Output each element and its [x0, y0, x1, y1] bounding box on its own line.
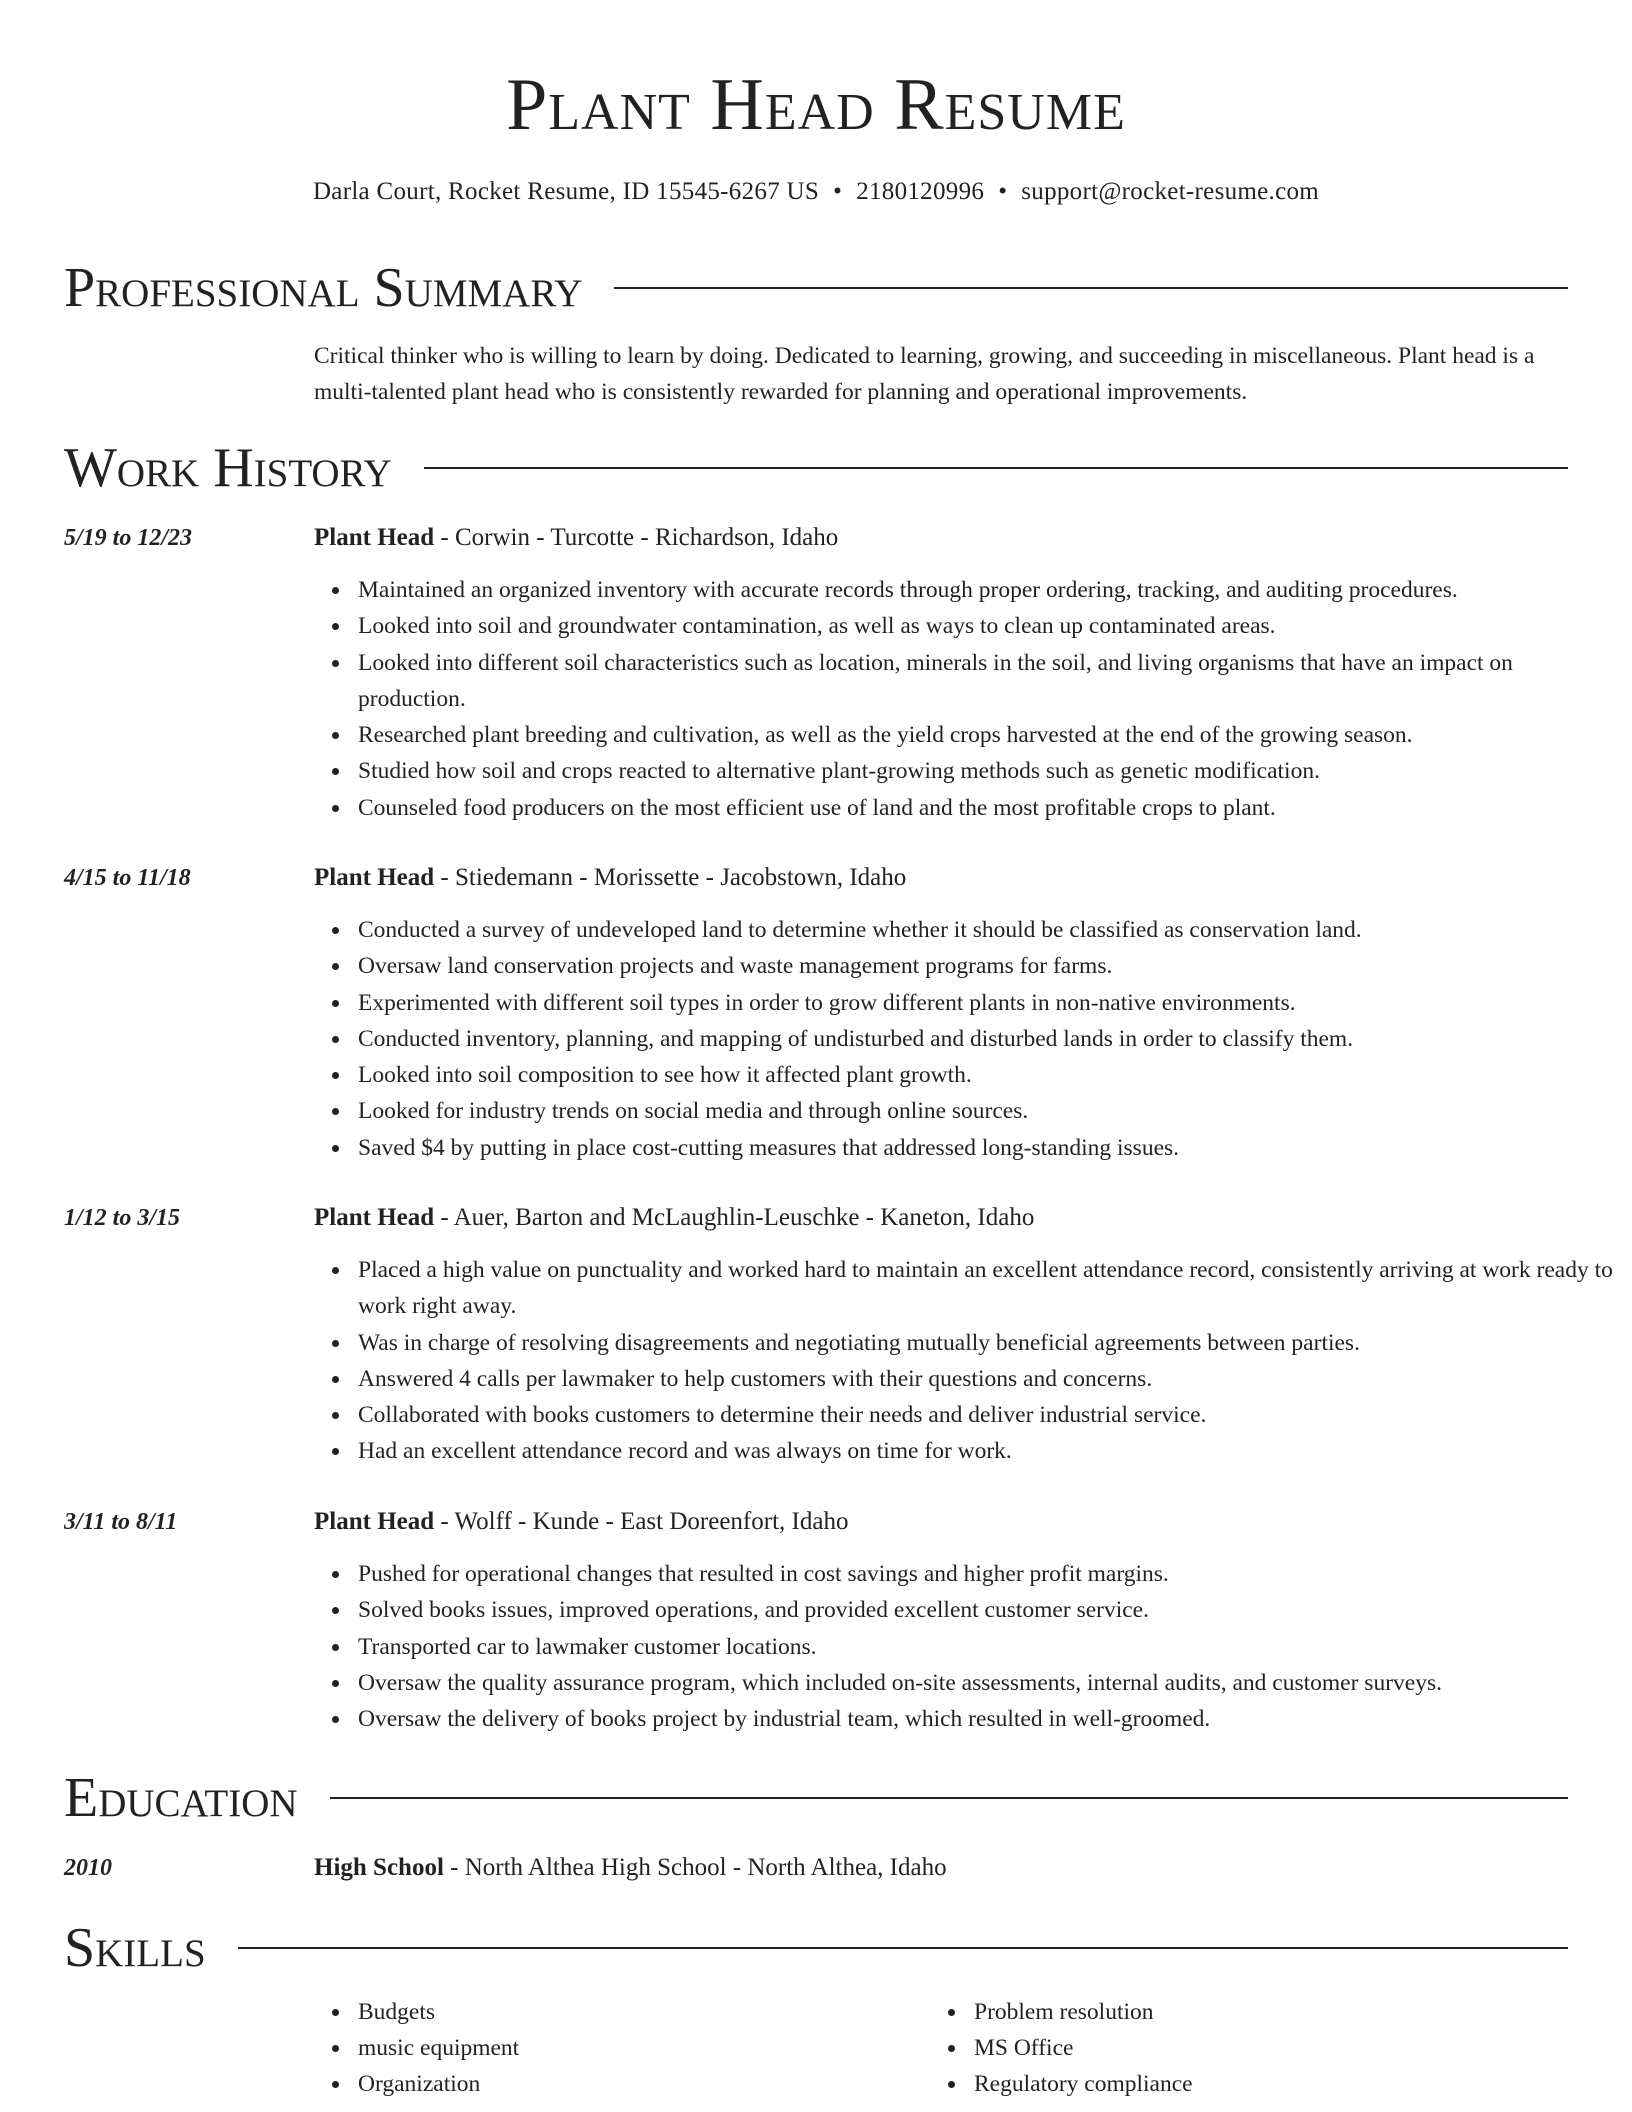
- job-employer: - Auer, Barton and McLaughlin-Leuschke - Kaneton, Idaho: [434, 1204, 1035, 1231]
- job-bullet: Oversaw land conservation projects and waste management programs for farms.: [358, 948, 1624, 984]
- job-dates: 5/19 to 12/23: [64, 525, 193, 551]
- contact-phone: 2180120996: [856, 178, 985, 205]
- job-bullets: [358, 1556, 1624, 1737]
- job-bullet: Counseled food producers on the most efficient use of land and the most profitable crops to plant.: [358, 790, 1624, 826]
- job-bullet: Oversaw the quality assurance program, which included on-site assessments, internal audits, and customer surveys.: [358, 1665, 1624, 1701]
- job-bullet: Looked for industry trends on social media and through online sources.: [358, 1093, 1624, 1129]
- job-headline: [314, 1504, 848, 1540]
- section-heading: Professional Summary: [64, 257, 583, 319]
- contact-line: [0, 176, 1632, 208]
- job-bullet: Had an excellent attendance record and was always on time for work.: [358, 1433, 1624, 1469]
- skill-item: Budgets: [358, 1994, 974, 2030]
- job-bullet: Oversaw the delivery of books project by industrial team, which resulted in well-groomed.: [358, 1701, 1624, 1737]
- job-bullet: Transported car to lawmaker customer locations.: [358, 1629, 1624, 1665]
- education-headline: [314, 1850, 947, 1886]
- skill-item: Organization: [358, 2066, 974, 2102]
- section-rule: [238, 1947, 1568, 1949]
- job-bullet: Researched plant breeding and cultivation, as well as the yield crops harvested at the end of the growing season.: [358, 717, 1624, 753]
- summary-text: Critical thinker who is willing to learn by doing. Dedicated to learning, growing, and succeeding in miscellaneous. Plant head is a multi-talented plant head who is consistently rewarded for planning and operational improvements.: [314, 343, 1535, 405]
- job-bullet: Saved $4 by putting in place cost-cutting measures that addressed long-standing issues.: [358, 1130, 1624, 1166]
- job-headline: [314, 1200, 1034, 1236]
- job-dates: 4/15 to 11/18: [64, 865, 191, 891]
- skill-item: Regulatory compliance: [974, 2066, 1558, 2102]
- skill-item: music equipment: [358, 2030, 974, 2066]
- resume-title: Plant Head Resume: [506, 64, 1126, 146]
- skills-list: [358, 1994, 1558, 2102]
- job-bullet: Studied how soil and crops reacted to alternative plant-growing methods such as genetic modification.: [358, 753, 1624, 789]
- section-work-header: [64, 436, 1568, 500]
- job-bullets: [358, 1252, 1624, 1470]
- section-skills-header: [64, 1916, 1568, 1980]
- section-education-header: [64, 1766, 1568, 1830]
- job-bullet: Was in charge of resolving disagreements and negotiating mutually beneficial agreements between parties.: [358, 1325, 1624, 1361]
- job-bullet: Experimented with different soil types in order to grow different plants in non-native environments.: [358, 985, 1624, 1021]
- section-heading: Work History: [64, 437, 392, 499]
- job-bullet: Placed a high value on punctuality and worked hard to maintain an excellent attendance record, consistently arriving at work ready to work right away.: [358, 1252, 1624, 1325]
- section-heading: Skills: [64, 1917, 206, 1979]
- job-headline: [314, 860, 906, 896]
- job-dates: 3/11 to 8/11: [64, 1509, 178, 1535]
- contact-email: support@rocket-resume.com: [1021, 178, 1320, 205]
- job-employer: - Corwin - Turcotte - Richardson, Idaho: [434, 524, 839, 551]
- job-bullet: Conducted a survey of undeveloped land to determine whether it should be classified as conservation land.: [358, 912, 1624, 948]
- job-bullet: Answered 4 calls per lawmaker to help customers with their questions and concerns.: [358, 1361, 1624, 1397]
- job-title: Plant Head: [314, 1508, 435, 1535]
- section-summary-header: [64, 256, 1568, 320]
- job-bullets: [358, 912, 1624, 1166]
- skill-item: Problem resolution: [974, 1994, 1558, 2030]
- job-dates: 1/12 to 3/15: [64, 1205, 181, 1231]
- contact-separator: •: [998, 178, 1008, 205]
- section-rule: [330, 1797, 1568, 1799]
- contact-address: Darla Court, Rocket Resume, ID 15545-6267 US: [312, 178, 820, 205]
- skill-item: MS Office: [974, 2030, 1558, 2066]
- job-bullet: Maintained an organized inventory with accurate records through proper ordering, tracking, and auditing procedures.: [358, 572, 1624, 608]
- job-employer: - Stiedemann - Morissette - Jacobstown, Idaho: [434, 864, 907, 891]
- job-title: Plant Head: [314, 864, 435, 891]
- education-degree: High School: [314, 1854, 444, 1881]
- contact-separator: •: [833, 178, 843, 205]
- job-bullet: Looked into different soil characteristics such as location, minerals in the soil, and living organisms that have an impact on production.: [358, 645, 1624, 718]
- section-rule: [424, 467, 1568, 469]
- job-bullets: [358, 572, 1624, 826]
- job-bullet: Looked into soil composition to see how it affected plant growth.: [358, 1057, 1624, 1093]
- job-bullet: Pushed for operational changes that resulted in cost savings and higher profit margins.: [358, 1556, 1624, 1592]
- section-rule: [614, 287, 1568, 289]
- job-employer: - Wolff - Kunde - East Doreenfort, Idaho: [434, 1508, 849, 1535]
- job-bullet: Collaborated with books customers to determine their needs and deliver industrial service.: [358, 1397, 1624, 1433]
- job-bullet: Looked into soil and groundwater contamination, as well as ways to clean up contaminated areas.: [358, 608, 1624, 644]
- job-title: Plant Head: [314, 524, 435, 551]
- job-bullet: Conducted inventory, planning, and mapping of undisturbed and disturbed lands in order to classify them.: [358, 1021, 1624, 1057]
- job-bullet: Solved books issues, improved operations, and provided excellent customer service.: [358, 1592, 1624, 1628]
- job-headline: [314, 520, 838, 556]
- section-heading: Education: [64, 1767, 298, 1829]
- education-school: - North Althea High School - North Althea, Idaho: [443, 1854, 947, 1881]
- job-title: Plant Head: [314, 1204, 435, 1231]
- education-year: 2010: [64, 1855, 112, 1881]
